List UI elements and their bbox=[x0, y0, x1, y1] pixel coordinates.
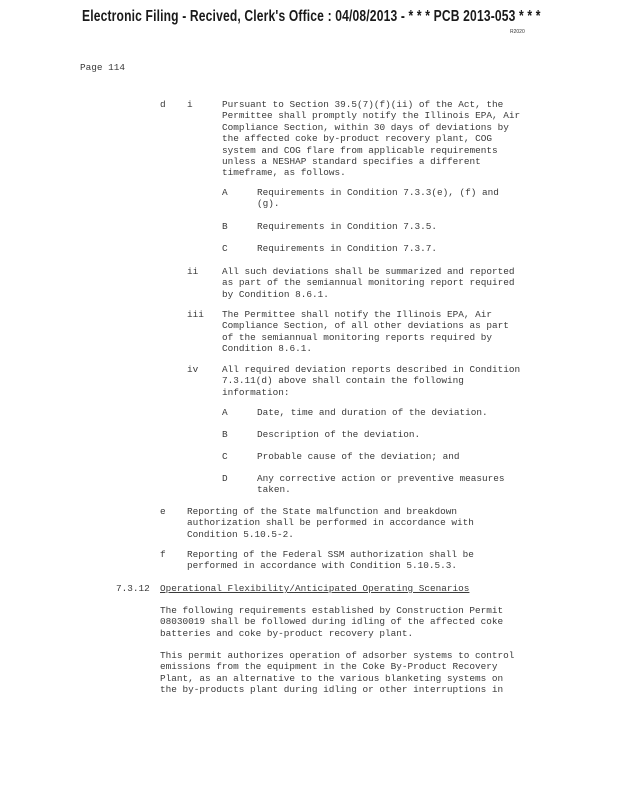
item-label-iv-C: C bbox=[222, 451, 228, 462]
item-label-iv-A: A bbox=[222, 407, 228, 418]
item-label-iv: iv bbox=[187, 364, 199, 375]
item-label-iv-B: B bbox=[222, 429, 228, 440]
item-label-d: d bbox=[160, 99, 166, 110]
item-text-e: Reporting of the State malfunction and breakdown authorization shall be performed in accordance with Condition 5.10.5-2. bbox=[187, 506, 474, 540]
item-label-iii: iii bbox=[187, 309, 204, 320]
item-label-e: e bbox=[160, 506, 166, 517]
item-label-A: A bbox=[222, 187, 228, 198]
section-number: 7.3.12 bbox=[116, 583, 150, 594]
section-paragraph-2: This permit authorizes operation of adsorber systems to control emissions from the equipment in the Coke By-Product Recovery Plant, as an alternative to the various blanketing systems on the by-products plant during idling or other interruptions in bbox=[160, 650, 515, 696]
filing-stamp: Electronic Filing - Recived, Clerk's Office : 04/08/2013 - * * * PCB 2013-053 * * * bbox=[82, 8, 541, 25]
item-text-f: Reporting of the Federal SSM authorization shall be performed in accordance with Condition 5.10.5.3. bbox=[187, 549, 474, 572]
section-heading: Operational Flexibility/Anticipated Operating Scenarios bbox=[160, 583, 470, 594]
item-text-B: Requirements in Condition 7.3.5. bbox=[257, 221, 438, 232]
item-text-C: Requirements in Condition 7.3.7. bbox=[257, 243, 438, 254]
page-number: Page 114 bbox=[80, 62, 126, 73]
item-text-d-i: Pursuant to Section 39.5(7)(f)(ii) of the Act, the Permittee shall promptly notify the Illinois EPA, Air Compliance Section, within 30 days of deviations by the affected coke by-product recovery plant, COG system and COG flare from applicable requirements unless a NESHAP standard specifies a different timeframe, as follows. bbox=[222, 99, 521, 179]
item-text-iv: All required deviation reports described in Condition 7.3.11(d) above shall contain the following information: bbox=[222, 364, 521, 398]
section-paragraph-1: The following requirements established by Construction Permit 08030019 shall be followed during idling of the affected coke batteries and coke by-product recovery plant. bbox=[160, 605, 504, 639]
item-text-iv-B: Description of the deviation. bbox=[257, 429, 421, 440]
item-text-iv-D: Any corrective action or preventive measures taken. bbox=[257, 473, 505, 496]
filing-stamp-code: R2020 bbox=[510, 29, 525, 35]
item-text-A: Requirements in Condition 7.3.3(e), (f) and (g). bbox=[257, 187, 499, 210]
item-text-ii: All such deviations shall be summarized and reported as part of the semiannual monitoring report required by Condition 8.6.1. bbox=[222, 266, 515, 300]
item-label-C: C bbox=[222, 243, 228, 254]
item-text-iv-C: Probable cause of the deviation; and bbox=[257, 451, 460, 462]
item-label-B: B bbox=[222, 221, 228, 232]
item-text-iv-A: Date, time and duration of the deviation. bbox=[257, 407, 488, 418]
item-label-i: i bbox=[187, 99, 193, 110]
item-label-iv-D: D bbox=[222, 473, 228, 484]
item-label-ii: ii bbox=[187, 266, 199, 277]
item-label-f: f bbox=[160, 549, 166, 560]
item-text-iii: The Permittee shall notify the Illinois EPA, Air Compliance Section, of all other deviations as part of the semiannual monitoring reports required by Condition 8.6.1. bbox=[222, 309, 509, 355]
